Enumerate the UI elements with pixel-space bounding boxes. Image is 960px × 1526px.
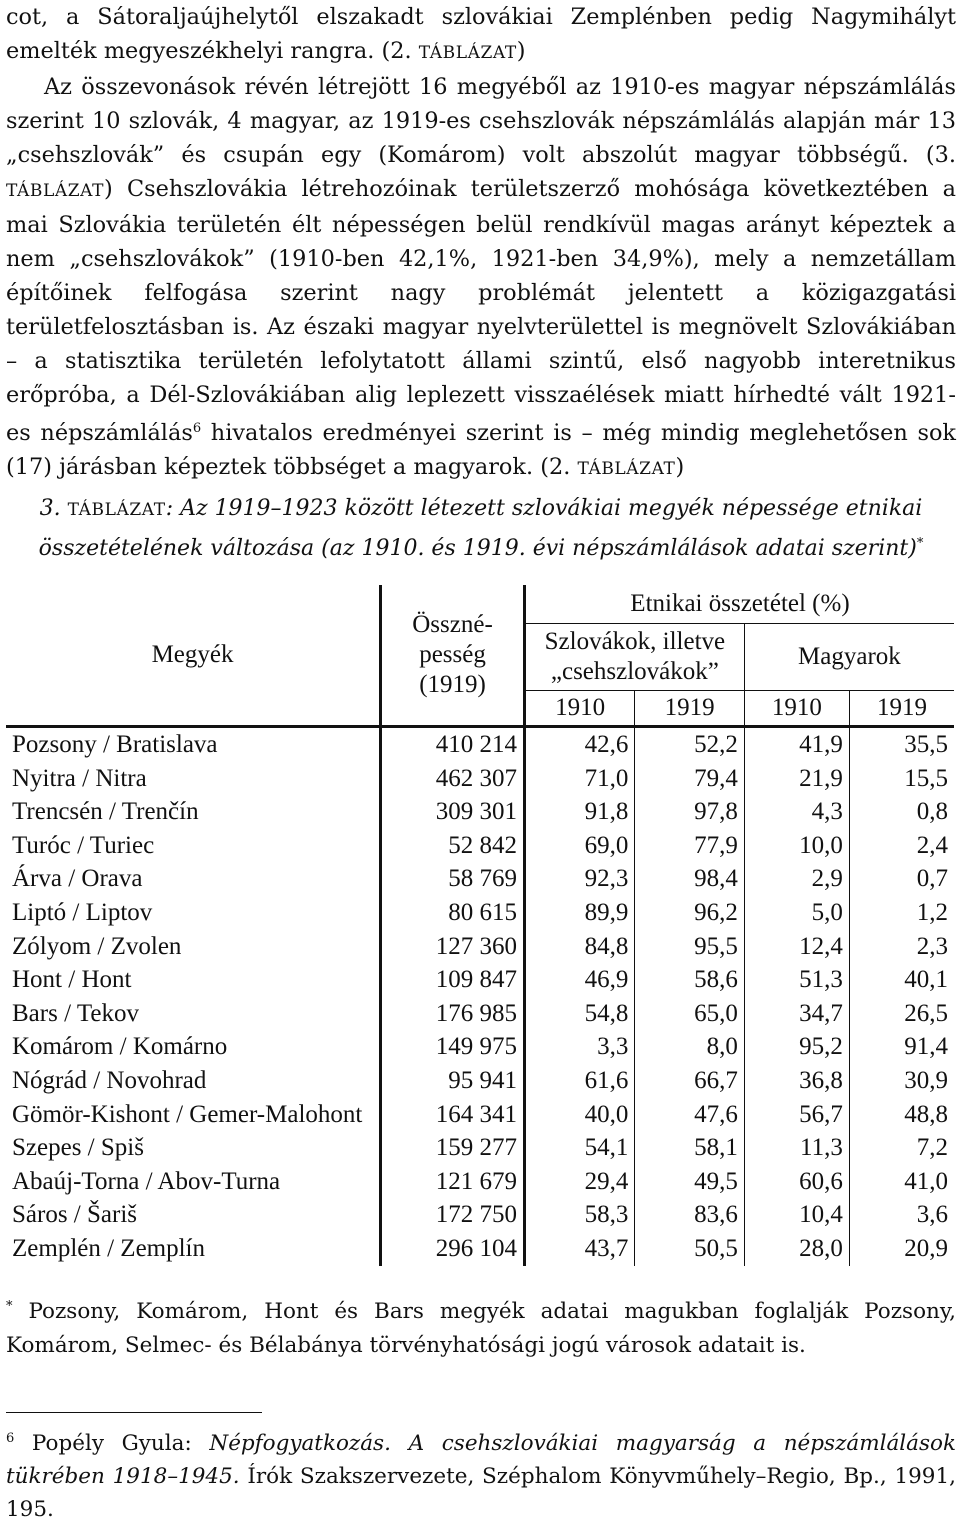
hungarian-1910-cell: 60,6	[744, 1165, 849, 1199]
slovak-1910-cell: 69,0	[524, 829, 634, 863]
slovak-1910-cell: 71,0	[524, 762, 634, 796]
footnote-ref-6[interactable]: 6	[192, 421, 202, 436]
hungarian-1919-cell: 1,2	[849, 896, 954, 930]
slovak-1910-cell: 91,8	[524, 795, 634, 829]
hungarian-1919-cell: 30,9	[849, 1064, 954, 1098]
table-row	[6, 829, 954, 863]
county-name: Nógrád / Novohrad	[12, 1066, 207, 1094]
table-row	[6, 930, 954, 964]
table-row	[6, 1098, 954, 1132]
county-name: Turóc / Turiec	[12, 831, 155, 859]
slovak-1919-cell: 79,4	[635, 762, 744, 796]
table-row	[6, 1165, 954, 1199]
hungarian-1910-cell: 10,4	[744, 1198, 849, 1232]
county-name: Zólyom / Zvolen	[12, 932, 182, 960]
table-row	[6, 762, 954, 796]
header-magyarok: Magyarok	[744, 624, 954, 691]
footnote-divider	[6, 1412, 262, 1413]
slovak-1919-cell: 98,4	[635, 862, 744, 896]
population-cell: 80 615	[381, 896, 525, 930]
paragraph-2-text-a: Az összevonások révén létrejött 16 megyéből az 1910-es magyar népszámlálás szerint 10 szlovák, 4 magyar, az 1919-es csehszlovák népszámlálás alapján már 13 „csehszlovák” és csupán egy (Komárom) volt abszolút magyar többségű. (3.	[6, 74, 956, 168]
population-cell: 121 679	[381, 1165, 525, 1199]
paragraph-2-end: )	[675, 454, 685, 480]
paragraph-2	[6, 70, 956, 486]
header-population-line-3: (1919)	[419, 671, 486, 698]
header-population-line-1: Összné-	[412, 611, 493, 638]
county-name: Zemplén / Zemplín	[12, 1234, 206, 1262]
document-page	[6, 0, 957, 1522]
paragraph-1-end: )	[516, 38, 526, 64]
table-body	[6, 727, 954, 1266]
hungarian-1910-cell: 51,3	[744, 963, 849, 997]
header-population-line-2: pesség	[419, 641, 486, 668]
hungarian-1910-cell: 12,4	[744, 930, 849, 964]
county-name: Bars / Tekov	[12, 999, 139, 1027]
hungarian-1910-cell: 21,9	[744, 762, 849, 796]
table-reference: TÁBLÁZAT	[6, 181, 105, 201]
caption-footnote-mark: *	[916, 536, 924, 551]
hungarian-1919-cell: 35,5	[849, 727, 954, 762]
slovak-1910-cell: 3,3	[524, 1030, 634, 1064]
slovak-1919-cell: 47,6	[635, 1098, 744, 1132]
caption-label: TÁBLÁZAT	[67, 500, 166, 520]
hungarian-1910-cell: 28,0	[744, 1232, 849, 1266]
table-row	[6, 896, 954, 930]
paragraph-1	[6, 0, 956, 70]
table-row	[6, 1064, 954, 1098]
paragraph-2-text-b: ) Csehszlovákia létrehozóinak területszerző mohósága következtében a mai Szlovákia területén élt népességen belül rendkívül magas arányt képeztek a nem „csehszlovákok” (1910-ben 42,1%, 1921-ben 34,9%), mely a nemzetállam építőinek felfogása szerint nagy problémát jelentett a közigazgatási területfelosztásban is. Az északi magyar nyelvterülettel is megnövelt Szlovákiában – a statisztika területén lefolytatott állami szintű, első nagyobb interetnikus erőpróba, a Dél-Szlovákiában alig leplezett visszaélések miatt hírhedté vált 1921-es népszámlálás	[6, 176, 956, 446]
table-footnote	[6, 1290, 956, 1363]
county-name: Pozsony / Bratislava	[12, 731, 218, 758]
hungarian-1919-cell: 3,6	[849, 1198, 954, 1232]
slovak-1919-cell: 65,0	[635, 997, 744, 1031]
population-cell: 95 941	[381, 1064, 525, 1098]
population-cell: 309 301	[381, 795, 525, 829]
county-name: Gömör-Kishont / Gemer-Malohont	[12, 1100, 363, 1128]
paragraph-1-text: cot, a Sátoraljaújhelytől elszakadt szlovákiai Zemplénben pedig Nagymihályt emelték megyeszékhelyi rangra. (2.	[6, 4, 956, 64]
footnote-6-title: Népfogyatkozás. A csehszlovákiai magyarság a népszámlálások tükrében 1918–1945.	[6, 1431, 956, 1489]
county-name: Komárom / Komárno	[12, 1033, 228, 1061]
hungarian-1910-cell: 95,2	[744, 1030, 849, 1064]
table-reference: TÁBLÁZAT	[577, 459, 676, 479]
header-szlovakok-line-2: „csehszlovákok”	[550, 658, 719, 685]
population-cell: 462 307	[381, 762, 525, 796]
county-name: Liptó / Liptov	[12, 898, 153, 926]
population-cell: 159 277	[381, 1131, 525, 1165]
population-cell: 127 360	[381, 930, 525, 964]
slovak-1919-cell: 95,5	[635, 930, 744, 964]
slovak-1910-cell: 92,3	[524, 862, 634, 896]
hungarian-1910-cell: 11,3	[744, 1131, 849, 1165]
population-cell: 58 769	[381, 862, 525, 896]
population-cell: 52 842	[381, 829, 525, 863]
slovak-1919-cell: 49,5	[635, 1165, 744, 1199]
slovak-1910-cell: 43,7	[524, 1232, 634, 1266]
hungarian-1910-cell: 56,7	[744, 1098, 849, 1132]
hungarian-1910-cell: 41,9	[744, 727, 849, 762]
footnote-6-mark: 6	[6, 1431, 15, 1446]
caption-number: 3.	[39, 496, 68, 521]
county-table	[6, 585, 954, 1266]
hungarian-1919-cell: 0,8	[849, 795, 954, 829]
paragraph-2-text-c: hivatalos eredményei szerint is – még mindig meglehetősen sok (17) járásban képeztek többséget a magyarok. (2.	[6, 420, 956, 480]
header-year-1919-slovak: 1919	[635, 691, 744, 727]
hungarian-1910-cell: 5,0	[744, 896, 849, 930]
footnote-6-publisher: Írók Szakszervezete, Széphalom Könyvműhely–Regio, Bp., 1991, 195.	[6, 1464, 957, 1522]
population-cell: 149 975	[381, 1030, 525, 1064]
hungarian-1910-cell: 10,0	[744, 829, 849, 863]
table-row	[6, 1232, 954, 1266]
county-name: Sáros / Šariš	[12, 1201, 137, 1229]
slovak-1919-cell: 77,9	[635, 829, 744, 863]
county-name: Árva / Orava	[12, 865, 143, 893]
county-name: Abaúj-Torna / Abov-Turna	[12, 1167, 281, 1195]
footnote-star-text: Pozsony, Komárom, Hont és Bars megyék adatai magukban foglalják Pozsony, Komárom, Selmec- és Bélabánya törvényhatósági jogú városok adatait is.	[6, 1299, 956, 1358]
footnote-6-author: Popély Gyula:	[14, 1431, 210, 1456]
header-year-1910-hungarian: 1910	[744, 691, 849, 727]
header-szlovakok-line-1: Szlovákok, illetve	[544, 628, 726, 655]
slovak-1919-cell: 50,5	[635, 1232, 744, 1266]
slovak-1910-cell: 42,6	[524, 727, 634, 762]
footnote-star-mark: *	[6, 1299, 13, 1314]
table-row	[6, 997, 954, 1031]
hungarian-1919-cell: 91,4	[849, 1030, 954, 1064]
hungarian-1910-cell: 4,3	[744, 795, 849, 829]
county-name: Szepes / Spiš	[12, 1134, 144, 1162]
hungarian-1919-cell: 41,0	[849, 1165, 954, 1199]
header-szlovakok	[524, 624, 744, 691]
hungarian-1919-cell: 7,2	[849, 1131, 954, 1165]
header-year-1910-slovak: 1910	[524, 691, 634, 727]
hungarian-1919-cell: 48,8	[849, 1098, 954, 1132]
slovak-1910-cell: 54,8	[524, 997, 634, 1031]
hungarian-1919-cell: 15,5	[849, 762, 954, 796]
caption-text: : Az 1919–1923 között létezett szlovákiai megyék népessége etnikai összetételének változása (az 1910. és 1919. évi népszámlálások adatai szerint)	[38, 496, 923, 561]
table-row	[6, 727, 954, 762]
population-cell: 296 104	[381, 1232, 525, 1266]
county-name: Hont / Hont	[12, 966, 132, 994]
table-reference: TÁBLÁZAT	[418, 43, 517, 63]
slovak-1919-cell: 58,6	[635, 963, 744, 997]
table-row	[6, 963, 954, 997]
slovak-1919-cell: 8,0	[635, 1030, 744, 1064]
slovak-1910-cell: 54,1	[524, 1131, 634, 1165]
population-cell: 109 847	[381, 963, 525, 997]
county-name: Nyitra / Nitra	[12, 764, 147, 792]
hungarian-1910-cell: 2,9	[744, 862, 849, 896]
header-population	[381, 585, 525, 727]
hungarian-1910-cell: 36,8	[744, 1064, 849, 1098]
slovak-1910-cell: 58,3	[524, 1198, 634, 1232]
table-row	[6, 862, 954, 896]
slovak-1910-cell: 84,8	[524, 930, 634, 964]
hungarian-1919-cell: 40,1	[849, 963, 954, 997]
slovak-1910-cell: 46,9	[524, 963, 634, 997]
header-etnikai: Etnikai összetétel (%)	[524, 585, 954, 624]
hungarian-1919-cell: 2,3	[849, 930, 954, 964]
slovak-1919-cell: 96,2	[635, 896, 744, 930]
county-name: Trencsén / Trenčín	[12, 798, 199, 826]
table-row	[6, 1131, 954, 1165]
hungarian-1919-cell: 26,5	[849, 997, 954, 1031]
header-year-1919-hungarian: 1919	[849, 691, 954, 727]
table-row	[6, 1030, 954, 1064]
slovak-1910-cell: 40,0	[524, 1098, 634, 1132]
slovak-1910-cell: 89,9	[524, 896, 634, 930]
population-cell: 410 214	[381, 727, 525, 762]
slovak-1910-cell: 61,6	[524, 1064, 634, 1098]
slovak-1919-cell: 97,8	[635, 795, 744, 829]
table-caption	[6, 492, 956, 565]
header-megyek: Megyék	[6, 585, 381, 727]
population-cell: 172 750	[381, 1198, 525, 1232]
slovak-1919-cell: 66,7	[635, 1064, 744, 1098]
table-row	[6, 1198, 954, 1232]
slovak-1919-cell: 52,2	[635, 727, 744, 762]
footnote-6	[6, 1422, 956, 1526]
slovak-1919-cell: 83,6	[635, 1198, 744, 1232]
hungarian-1910-cell: 34,7	[744, 997, 849, 1031]
slovak-1919-cell: 58,1	[635, 1131, 744, 1165]
table-row	[6, 795, 954, 829]
population-cell: 164 341	[381, 1098, 525, 1132]
hungarian-1919-cell: 20,9	[849, 1232, 954, 1266]
population-cell: 176 985	[381, 997, 525, 1031]
hungarian-1919-cell: 0,7	[849, 862, 954, 896]
hungarian-1919-cell: 2,4	[849, 829, 954, 863]
slovak-1910-cell: 29,4	[524, 1165, 634, 1199]
